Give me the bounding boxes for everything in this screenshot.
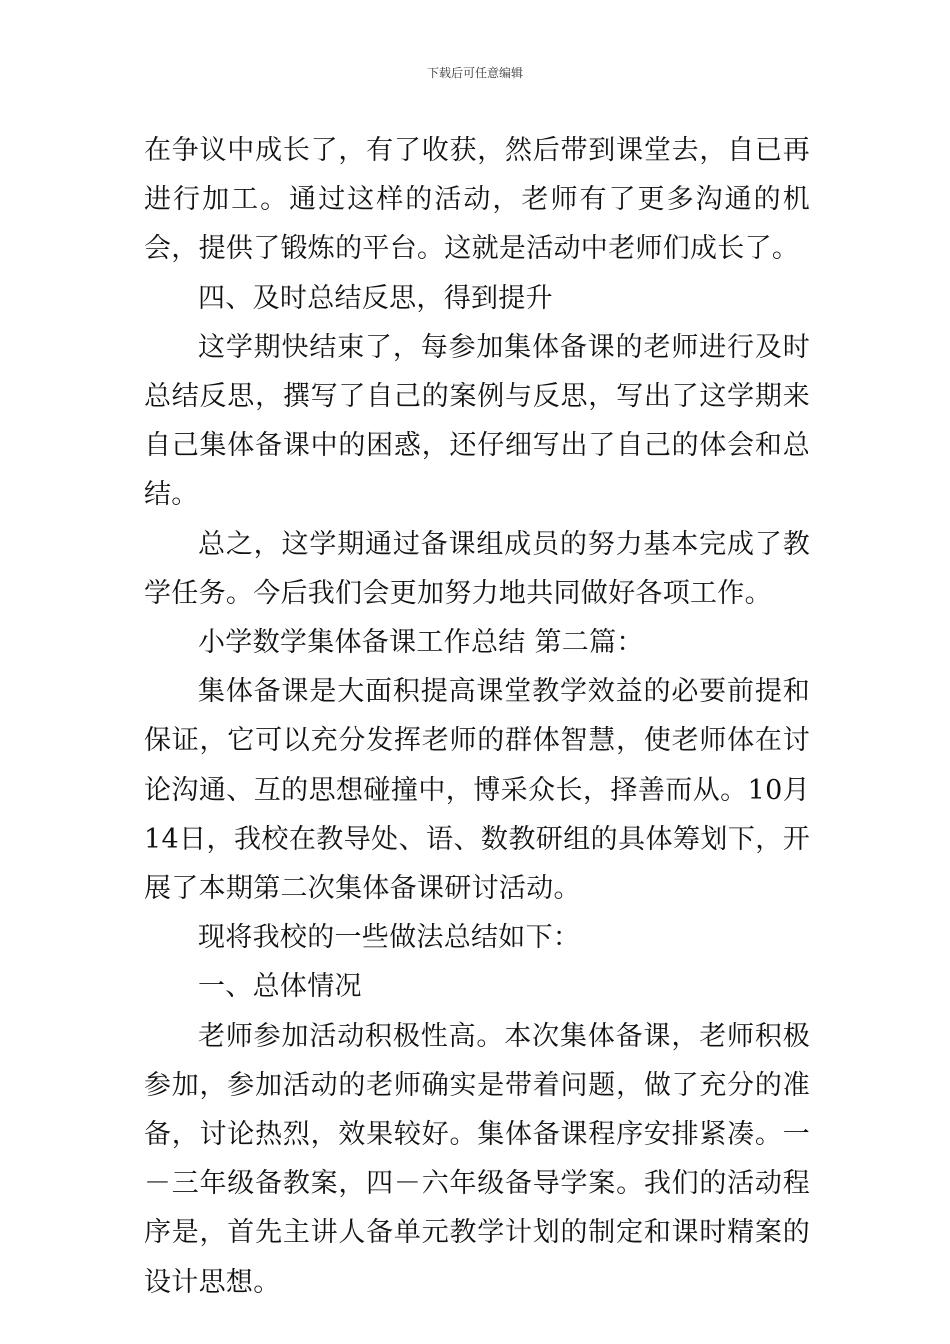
paragraph-3: 这学期快结束了，每参加集体备课的老师进行及时总结反思，撰写了自己的案例与反思，写出了这学期来自己集体备课中的困惑，还仔细写出了自己的体会和总结。 (144, 331, 810, 511)
section-heading-overview: 一、总体情况 (198, 971, 362, 1003)
paragraph-7: 现将我校的一些做法总结如下： (198, 922, 581, 954)
paragraph-6: 集体备课是大面积提高课堂教学效益的必要前提和保证，它可以充分发挥老师的群体智慧，使老师体在讨论沟通、互的思想碰撞中，博采众长，择善而从。10月14日，我校在教导处、语、数教研组的具体筹划下，开展了本期第二次集体备课研讨活动。 (144, 676, 810, 905)
page-header: 下载后可任意编辑 (426, 66, 523, 80)
paragraph-1: 在争议中成长了，有了收获，然后带到课堂去，自已再进行加工。通过这样的活动，老师有了更多沟通的机会，提供了锻炼的平台。这就是活动中老师们成长了。 (144, 135, 810, 265)
paragraph-4: 总之，这学期通过备课组成员的努力基本完成了教学任务。今后我们会更加努力地共同做好各项工作。 (144, 528, 810, 609)
paragraph-9: 老师参加活动积极性高。本次集体备课，老师积极参加，参加活动的老师确实是带着问题，做了充分的准备，讨论热烈，效果较好。集体备课程序安排紧凑。一－三年级备教案，四－六年级备导学案。我们的活动程序是，首先主讲人备单元教学计划的制定和课时精案的设计思想。 (144, 1020, 810, 1298)
article-title-part-two: 小学数学集体备课工作总结 第二篇： (198, 627, 644, 659)
document-body (144, 126, 810, 1307)
section-heading-reflection: 四、及时总结反思，得到提升 (198, 282, 553, 314)
